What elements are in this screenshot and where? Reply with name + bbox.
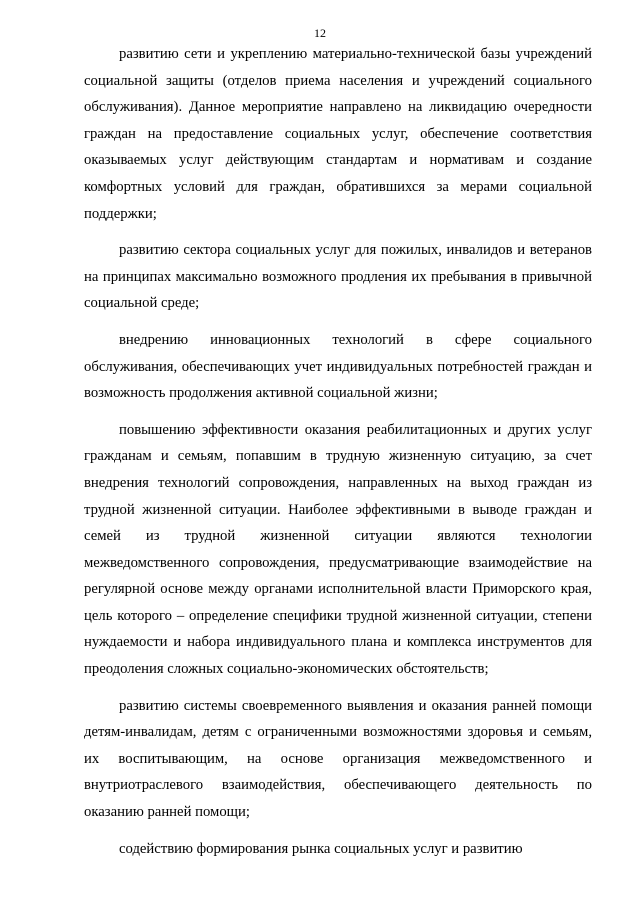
paragraph-early-help: развитию системы своевременного выявления и оказания ранней помощи детям-инвалидам, детям с ограниченными возможностями здоровья и семьям, их воспитывающим, на основе организация межведомственного и внутриотраслевого взаимодействия, обеспечивающего деятельность по оказанию ранней помощи;: [84, 697, 592, 821]
page-number: 12: [314, 26, 326, 40]
paragraph-network-development: развитию сети и укреплению материально-технической базы учреждений социальной защиты (отделов приема населения и учреждений социального обслуживания). Данное мероприятие направлено на ликвидацию очередности граждан на предоставление социальных услуг, обеспечение соответствия оказываемых услуг действующим стандартам и нормативам и создание комфортных условий для граждан, обратившихся за мерами социальной поддержки;: [84, 46, 592, 222]
paragraph-market-formation: содействию формирования рынка социальных услуг и развитию: [119, 840, 523, 857]
paragraph-elderly-services: развитию сектора социальных услуг для пожилых, инвалидов и ветеранов на принципах максимально возможного продления их пребывания в привычной социальной среде;: [84, 242, 592, 312]
paragraph-rehabilitation-efficiency: повышению эффективности оказания реабилитационных и других услуг гражданам и семьям, попавшим в трудную жизненную ситуацию, за счет внедрения технологий сопровождения, направленных на выход граждан из трудной жизненной ситуации. Наиболее эффективными в выводе граждан и семей из трудной жизненной ситуации являются технологии межведомственного сопровождения, предусматривающие взаимодействие на регулярной основе между органами исполнительной власти Приморского края, цель которого – определение специфики трудной жизненной ситуации, степени нуждаемости и набора индивидуального плана и комплекса инструментов для преодоления сложных социально-экономических обстоятельств;: [84, 421, 592, 678]
document-body: [84, 41, 592, 872]
paragraph-innovative-technologies: внедрению инновационных технологий в сфере социального обслуживания, обеспечивающих учет индивидуальных потребностей граждан и возможность продолжения активной социальной жизни;: [84, 331, 592, 402]
